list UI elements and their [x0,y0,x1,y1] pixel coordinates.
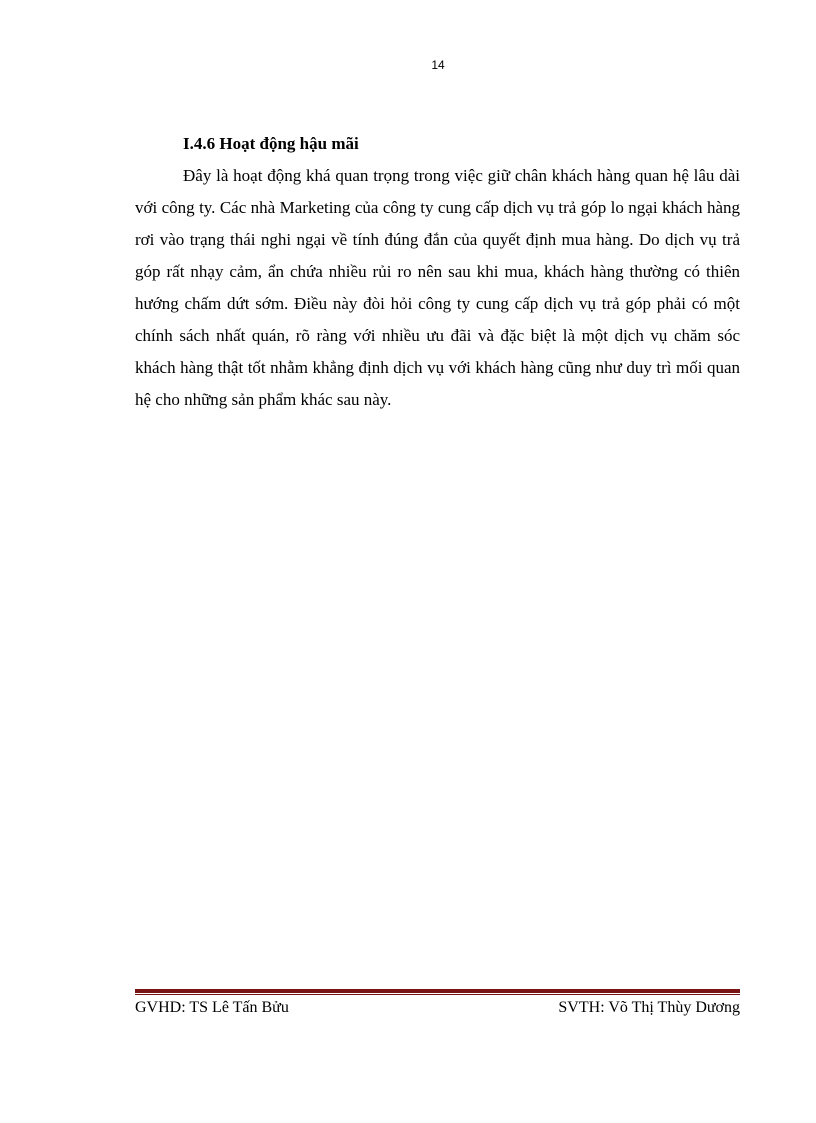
footer-divider-thin-line [135,994,740,995]
main-content [135,128,740,416]
footer-student: SVTH: Võ Thị Thùy Dương [558,999,740,1016]
page-footer [135,997,740,1019]
body-paragraph: Đây là hoạt động khá quan trọng trong việc giữ chân khách hàng quan hệ lâu dài với công ty. Các nhà Marketing của công ty cung cấp dịch vụ trả góp lo ngại khách hàng rơi vào trạng thái nghi ngại về tính đúng đắn của quyết định mua hàng. Do dịch vụ trả góp rất nhạy cảm, ẩn chứa nhiều rủi ro nên sau khi mua, khách hàng thường có thiên hướng chấm dứt sớm. Điều này đòi hỏi công ty cung cấp dịch vụ trả góp phải có một chính sách nhất quán, rõ ràng với nhiều ưu đãi và đặc biệt là một dịch vụ chăm sóc khách hàng thật tốt nhằm khẳng định dịch vụ với khách hàng cũng như duy trì mối quan hệ cho những sản phẩm khác sau này. [135,166,740,409]
section-heading: I.4.6 Hoạt động hậu mãi [183,134,359,153]
footer-divider [135,989,740,995]
footer-divider-thick-line [135,989,740,993]
footer-advisor: GVHD: TS Lê Tấn Bửu [135,999,289,1016]
page-number: 14 [431,58,445,72]
